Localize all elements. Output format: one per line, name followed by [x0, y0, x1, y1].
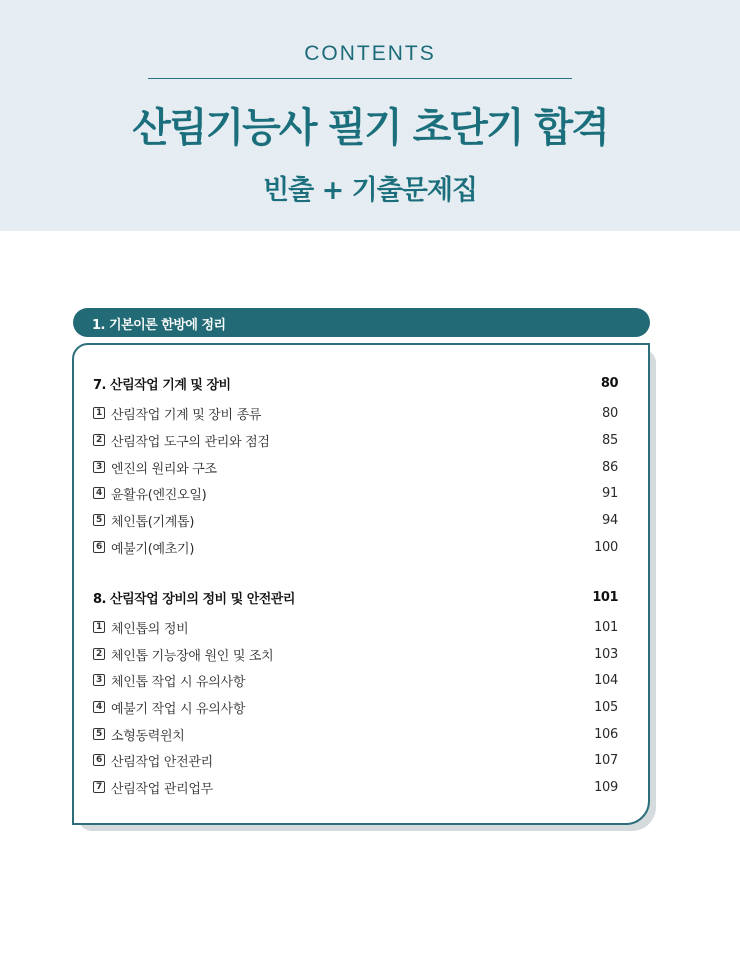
item-number-box: 3	[93, 461, 105, 473]
item-label: 체인톱 기능장애 원인 및 조치	[111, 648, 274, 664]
item-number-box: 1	[93, 407, 105, 419]
item-label: 산림작업 관리업무	[111, 781, 213, 797]
item-number-box: 2	[93, 434, 105, 446]
list-item[interactable]	[93, 617, 618, 637]
chapter-page: 80	[600, 375, 618, 391]
item-label: 윤활유(엔진오일)	[111, 487, 207, 503]
chapter-title: 7. 산림작업 기계 및 장비	[93, 377, 231, 393]
list-item[interactable]	[93, 457, 618, 477]
item-label: 체인톱 작업 시 유의사항	[111, 674, 246, 690]
list-item[interactable]	[93, 403, 618, 423]
list-item[interactable]	[93, 750, 618, 770]
item-label: 체인톱의 정비	[111, 621, 189, 637]
item-number-box: 1	[93, 621, 105, 633]
section-label: 1. 기본이론 한방에 정리	[92, 318, 226, 333]
item-page: 94	[602, 512, 618, 528]
item-number-box: 6	[93, 754, 105, 766]
book-title: 산림기능사 필기 초단기 합격	[132, 105, 608, 151]
item-page: 109	[594, 779, 618, 795]
item-number-box: 3	[93, 674, 105, 686]
toc-box	[72, 343, 650, 825]
list-item[interactable]	[93, 670, 618, 690]
item-number-box: 5	[93, 514, 105, 526]
item-number-box: 7	[93, 781, 105, 793]
item-page: 80	[602, 405, 618, 421]
item-page: 100	[594, 539, 618, 555]
chapter-page: 101	[592, 589, 618, 605]
list-item[interactable]	[93, 430, 618, 450]
list-item[interactable]	[93, 724, 618, 744]
chapter-heading[interactable]	[93, 587, 618, 607]
item-label: 예불기(예초기)	[111, 541, 195, 557]
list-item[interactable]	[93, 777, 618, 797]
list-item[interactable]	[93, 537, 618, 557]
item-number-box: 6	[93, 541, 105, 553]
list-item[interactable]	[93, 510, 618, 530]
list-item[interactable]	[93, 644, 618, 664]
item-number-box: 4	[93, 701, 105, 713]
item-label: 엔진의 원리와 구조	[111, 461, 217, 477]
page-header	[0, 0, 740, 231]
item-page: 85	[602, 432, 618, 448]
section-bar	[73, 308, 650, 337]
item-page: 101	[594, 619, 618, 635]
item-page: 86	[602, 459, 618, 475]
item-page: 107	[594, 752, 618, 768]
item-number-box: 5	[93, 728, 105, 740]
chapter-title: 8. 산림작업 장비의 정비 및 안전관리	[93, 591, 295, 607]
item-page: 104	[594, 672, 618, 688]
item-page: 105	[594, 699, 618, 715]
book-subtitle: 빈출 + 기출문제집	[263, 175, 477, 206]
item-label: 소형동력윈치	[111, 728, 185, 744]
contents-label: CONTENTS	[304, 42, 436, 65]
item-label: 산림작업 도구의 관리와 점검	[111, 434, 270, 450]
list-item[interactable]	[93, 483, 618, 503]
item-label: 산림작업 안전관리	[111, 754, 213, 770]
item-page: 103	[594, 646, 618, 662]
item-page: 91	[602, 485, 618, 501]
chapter-heading[interactable]	[93, 373, 618, 393]
item-label: 산림작업 기계 및 장비 종류	[111, 407, 262, 423]
item-label: 예불기 작업 시 유의사항	[111, 701, 246, 717]
item-number-box: 4	[93, 487, 105, 499]
list-item[interactable]	[93, 697, 618, 717]
header-divider	[148, 78, 572, 79]
item-label: 체인톱(기계톱)	[111, 514, 195, 530]
item-page: 106	[594, 726, 618, 742]
item-number-box: 2	[93, 648, 105, 660]
